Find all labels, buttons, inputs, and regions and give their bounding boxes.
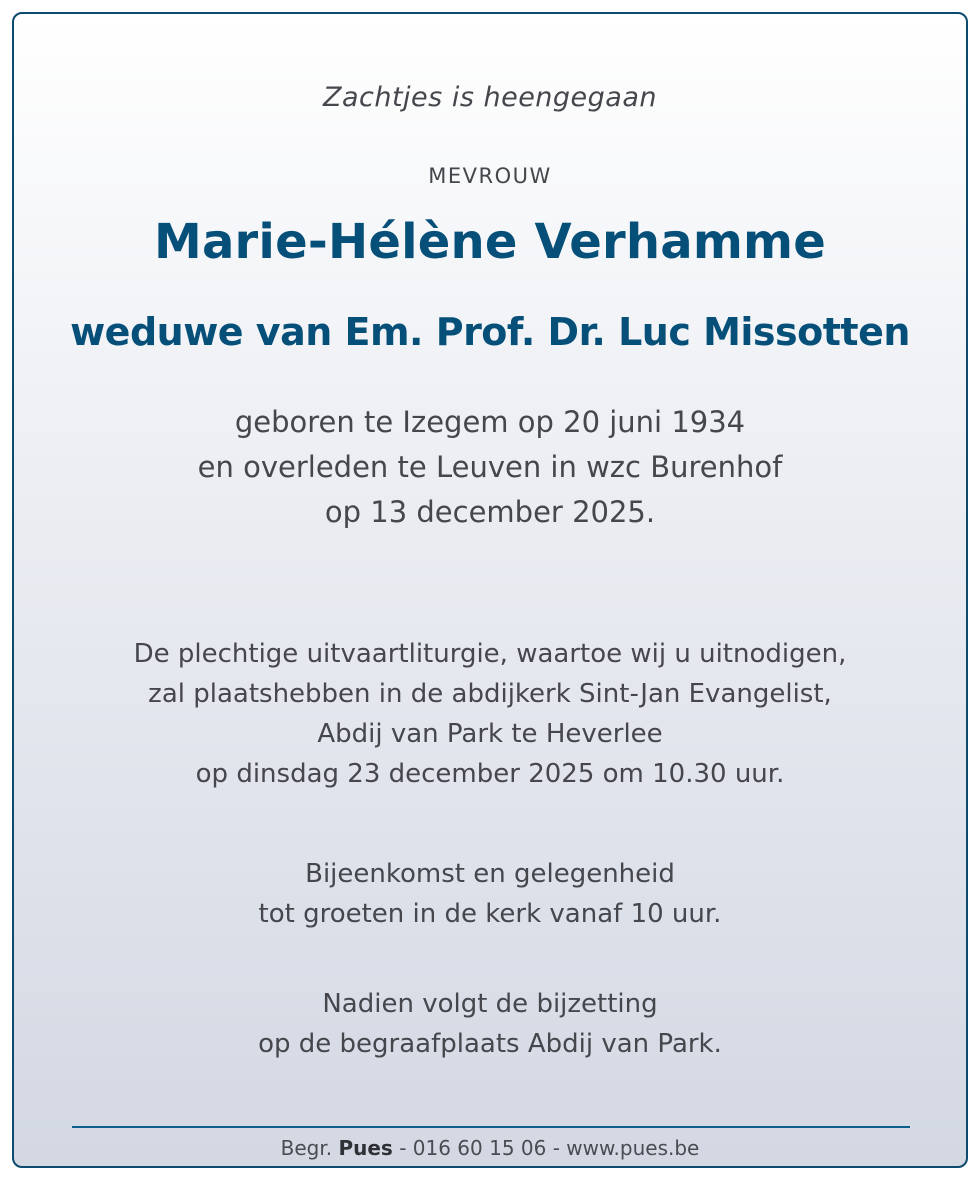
death-place-line: en overleden te Leuven in wzc Burenhof xyxy=(197,450,783,484)
funeral-home-footer xyxy=(14,1136,966,1160)
salutation: MEVROUW xyxy=(428,164,552,188)
ceremony-line: zal plaatshebben in de abdijkerk Sint-Jan Evangelist, xyxy=(148,679,832,709)
widow-of-text: weduwe van Em. Prof. Dr. Luc Missotten xyxy=(70,310,910,354)
death-date-line: op 13 december 2025. xyxy=(324,495,656,529)
deceased-name: Marie-Hélène Verhamme xyxy=(153,214,827,270)
footer-prefix: Begr. xyxy=(280,1136,339,1160)
ceremony-line: Abdij van Park te Heverlee xyxy=(317,719,663,749)
intro-text: Zachtjes is heengegaan xyxy=(322,82,658,113)
burial-line: Nadien volgt de bijzetting xyxy=(322,989,658,1019)
gathering-block xyxy=(14,854,966,934)
birth-death-block xyxy=(14,400,966,535)
funeral-home-name: Pues xyxy=(338,1136,393,1160)
burial-line: op de begraafplaats Abdij van Park. xyxy=(258,1029,722,1059)
footer-contact: - 016 60 15 06 - www.pues.be xyxy=(392,1136,700,1160)
obituary-card xyxy=(12,12,968,1168)
ceremony-line: De plechtige uitvaartliturgie, waartoe wij u uitnodigen, xyxy=(133,639,847,669)
ceremony-line: op dinsdag 23 december 2025 om 10.30 uur. xyxy=(195,759,785,789)
gathering-line: Bijeenkomst en gelegenheid xyxy=(305,859,675,889)
burial-block xyxy=(14,984,966,1064)
gathering-line: tot groeten in de kerk vanaf 10 uur. xyxy=(258,899,722,929)
footer-divider xyxy=(72,1126,910,1128)
ceremony-block xyxy=(14,634,966,794)
birth-line: geboren te Izegem op 20 juni 1934 xyxy=(234,405,746,439)
